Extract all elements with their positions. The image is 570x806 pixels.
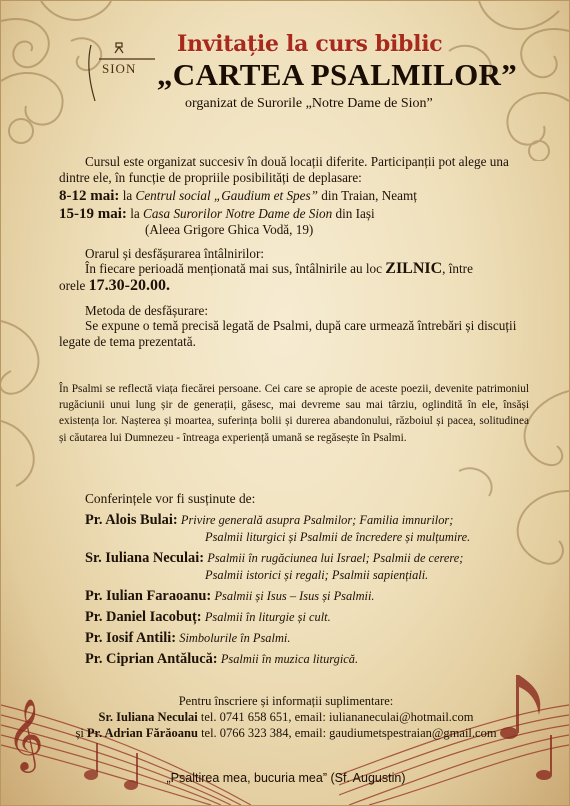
speaker-name: Pr. Daniel Iacobuț: <box>85 609 202 625</box>
logo-text: SION <box>102 61 137 76</box>
speaker-name: Pr. Iosif Antili: <box>85 630 177 646</box>
svg-text:𝄞: 𝄞 <box>7 697 44 770</box>
speaker-topic: Privire generală asupra Psalmilor; Familia imnurilor; <box>180 513 454 527</box>
session-place: Centrul social „Gaudium et Spes” <box>135 188 318 203</box>
speaker-topic: Psalmii în rugăciunea lui Israel; Psalmii de cerere; <box>207 551 464 565</box>
speaker-topic-cont: Psalmii liturgici și Psalmii de încredere și mulțumire. <box>205 530 471 544</box>
organizer-subtitle: organizat de Surorile „Notre Dame de Sion” <box>185 96 433 111</box>
session-address: (Aleea Grigore Ghica Vodă, 19) <box>145 222 314 237</box>
contact-line-1 <box>1 709 570 725</box>
session-traian <box>59 188 529 205</box>
speaker-topic: Psalmii în muzica liturgică. <box>220 652 359 666</box>
session-prefix: la <box>122 188 133 203</box>
contact-prefix: și <box>75 726 84 740</box>
contact-name: Pr. Adrian Fărăoanu <box>86 726 198 740</box>
session-place: Casa Surorilor Notre Dame de Sion <box>143 206 333 221</box>
invitation-title: Invitație la curs biblic <box>177 31 443 57</box>
session-suffix: din Traian, Neamț <box>321 188 417 203</box>
psalms-paragraph: În Psalmi se reflectă viața fiecărei persoane. Cei care se apropie de aceste poezii, devenite patrimoniul rugăciunii unui lung șir de generații, găsesc, mai devreme sau mai târziu, oglindită în ele, însăși existența lor. Nașterea și moartea, suferința bolii și durerea abandonului, războiul și pacea, solitudinea și căutarea lui Dumnezeu - întreaga experiență umană se regăsește în Psalmi. <box>59 383 529 444</box>
schedule-text <box>85 261 555 277</box>
contact-details: tel. 0766 323 384, email: gaudiumetspestraian@gmail.com <box>201 726 497 740</box>
contact-line-2 <box>1 725 570 741</box>
schedule-daily: ZILNIC <box>385 260 443 277</box>
speakers-section <box>85 491 545 671</box>
hours-prefix: orele <box>59 278 86 293</box>
speaker-topic: Simbolurile în Psalmi. <box>179 631 291 645</box>
speaker-name: Sr. Iuliana Neculai: <box>85 550 205 566</box>
hours-value: 17.30-20.00. <box>88 277 170 294</box>
contact-heading: Pentru înscriere și informații suplimentare: <box>178 694 394 708</box>
speaker-topic: Psalmii în liturgie și cult. <box>204 610 331 624</box>
method-heading: Metoda de desfășurare: <box>85 303 209 318</box>
method-text: Se expune o temă precisă legată de Psalmi, după care urmează întrebări și discuții legate de tema prezentată. <box>59 318 517 349</box>
session-dates: 8-12 mai: <box>59 188 120 204</box>
schedule-hours-line <box>59 278 529 294</box>
session-iasi <box>59 206 529 223</box>
speaker-name: Pr. Ciprian Antălucă: <box>85 651 218 667</box>
speaker-name: Pr. Iulian Faraoanu: <box>85 588 212 604</box>
speakers-heading: Conferințele vor fi susținute de: <box>85 491 256 506</box>
speaker-item <box>85 587 545 605</box>
speaker-topic-cont: Psalmii istorici și regali; Psalmii sapiențiali. <box>205 568 429 582</box>
speaker-item <box>85 549 545 584</box>
contact-section <box>1 693 570 741</box>
schedule-heading: Orarul și desfășurarea întâlnirilor: <box>85 246 265 261</box>
schedule-text-after: , între <box>442 261 473 276</box>
speaker-item <box>85 650 545 668</box>
session-dates: 15-19 mai: <box>59 206 127 222</box>
contact-details: tel. 0741 658 651, email: iuliananeculai@hotmail.com <box>200 710 474 724</box>
speaker-topic: Psalmii și Isus – Isus și Psalmii. <box>214 589 375 603</box>
session-suffix: din Iași <box>335 206 375 221</box>
contact-name: Sr. Iuliana Neculai <box>98 710 198 724</box>
speaker-name: Pr. Alois Bulai: <box>85 512 178 528</box>
intro-paragraph: Cursul este organizat succesiv în două locații diferite. Participanții pot alege una dintre ele, în funcție de propriile posibilități de deplasare: <box>59 154 509 185</box>
schedule-text-before: În fiecare perioadă menționată mai sus, întâlnirile au loc <box>85 261 382 276</box>
course-title: „CARTEA PSALMILOR” <box>157 57 517 92</box>
closing-quote: „Psaltirea mea, bucuria mea” (Sf. Augustin) <box>166 771 406 785</box>
speaker-item <box>85 511 545 546</box>
speaker-item <box>85 608 545 626</box>
speaker-item <box>85 629 545 647</box>
session-prefix: la <box>130 206 140 221</box>
